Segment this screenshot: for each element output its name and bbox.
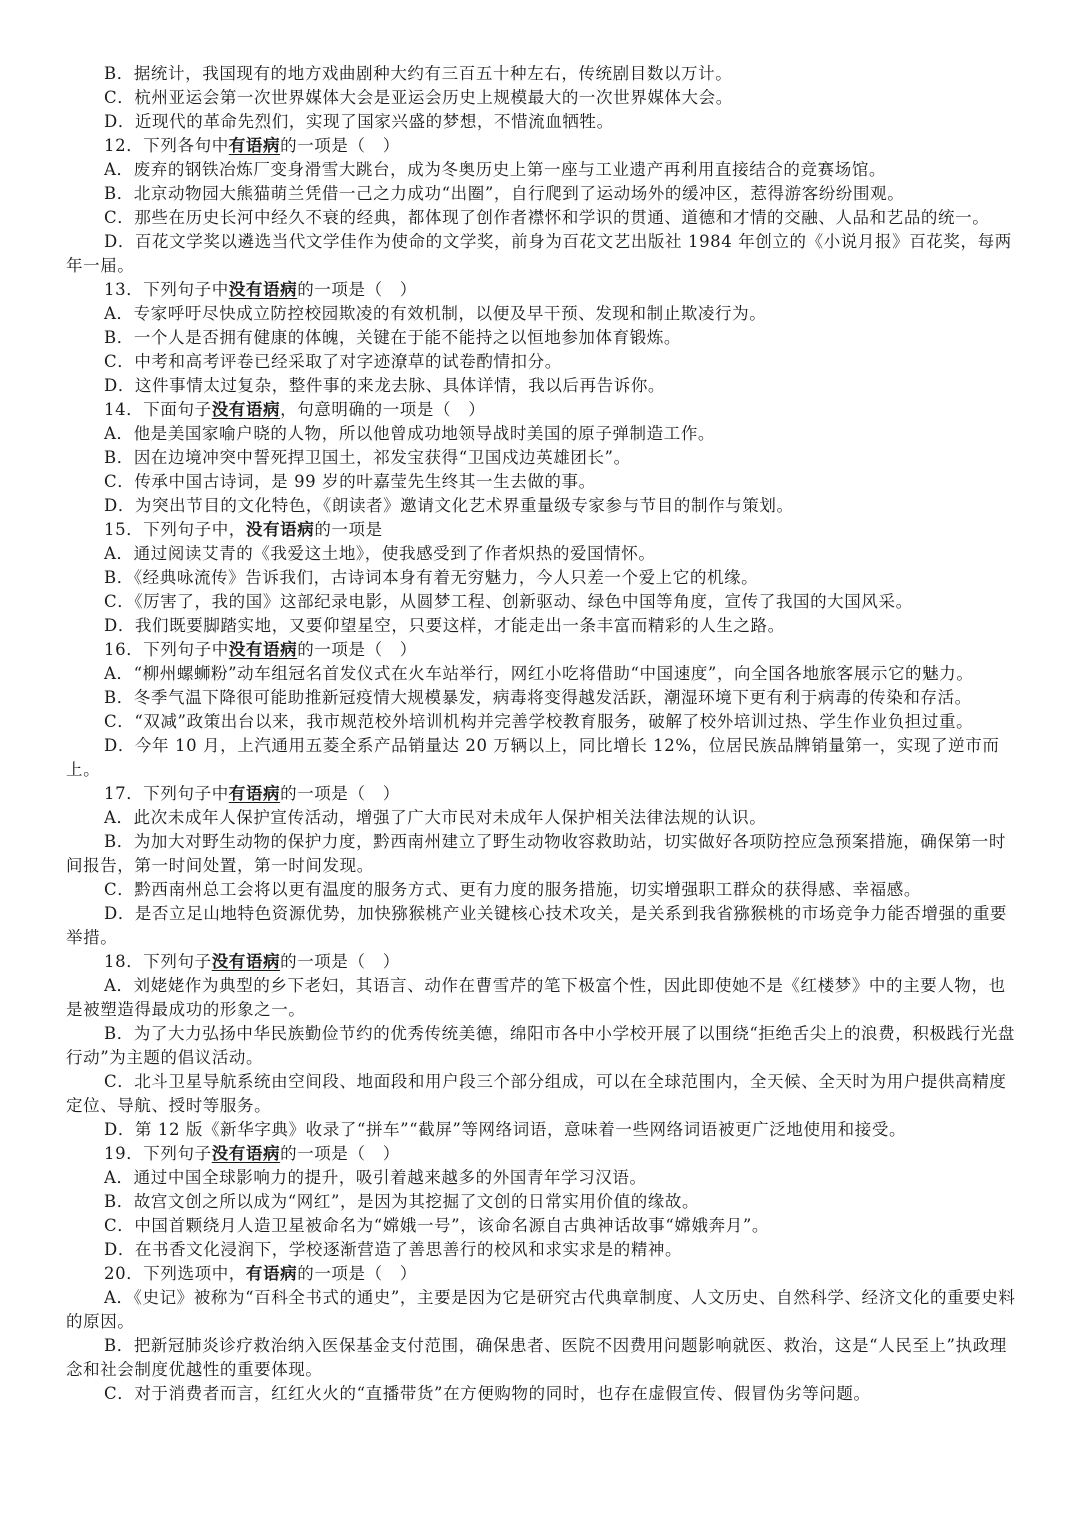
answer-option: A．刘姥姥作为典型的乡下老妇，其语言、动作在曹雪芹的笔下极富个性，因此即使她不是《红楼梦》中的主要人物，也是被塑造得最成功的形象之一。 bbox=[66, 976, 1006, 1019]
question-emphasis: 没有语病 bbox=[211, 952, 281, 971]
question-stem bbox=[66, 638, 1020, 662]
question-stem-prefix: 14．下面句子 bbox=[104, 400, 212, 419]
question-stem-suffix: 的一项是（ ） bbox=[280, 136, 400, 155]
answer-option: A．他是美国家喻户晓的人物，所以他曾成功地领导战时美国的原子弹制造工作。 bbox=[104, 424, 716, 443]
answer-option: A．《史记》被称为“百科全书式的通史”，主要是因为它是研究古代典章制度、人文历史、自然科学、经济文化的重要史料的原因。 bbox=[66, 1288, 1016, 1331]
question-stem-suffix: 的一项是（ ） bbox=[297, 280, 417, 299]
question-stem-prefix: 15．下列句子中， bbox=[104, 520, 246, 539]
answer-option: D．百花文学奖以遴选当代文学佳作为使命的文学奖，前身为百花文艺出版社 1984 年创立的《小说月报》百花奖，每两年一届。 bbox=[66, 232, 1012, 275]
question-stem-suffix: 的一项是（ ） bbox=[297, 640, 417, 659]
answer-option: A．通过阅读艾青的《我爱这土地》，使我感受到了作者炽热的爱国情怀。 bbox=[104, 544, 656, 563]
question-emphasis: 有语病 bbox=[228, 784, 281, 803]
answer-option: D．是否立足山地特色资源优势，加快猕猴桃产业关键核心技术攻关，是关系到我省猕猴桃的市场竞争力能否增强的重要举措。 bbox=[66, 904, 1008, 947]
question-stem-prefix: 16．下列句子中 bbox=[104, 640, 229, 659]
question-emphasis: 有语病 bbox=[245, 1264, 298, 1283]
question-emphasis: 没有语病 bbox=[228, 280, 298, 299]
question-stem-suffix: 的一项是（ ） bbox=[280, 784, 400, 803]
answer-option: B．因在边境冲突中誓死捍卫国土，祁发宝获得“卫国戍边英雄团长”。 bbox=[104, 448, 631, 467]
question-emphasis: 没有语病 bbox=[211, 400, 281, 419]
question-stem bbox=[66, 1142, 1020, 1166]
answer-option: B．为加大对野生动物的保护力度，黔西南州建立了野生动物收容救助站，切实做好各项防控应急预案措施，确保第一时间报告，第一时间处置，第一时间发现。 bbox=[66, 832, 1006, 875]
answer-option: D．我们既要脚踏实地，又要仰望星空，只要这样，才能走出一条丰富而精彩的人生之路。 bbox=[104, 616, 785, 635]
question-stem-prefix: 12．下列各句中 bbox=[104, 136, 229, 155]
question-stem-prefix: 13．下列句子中 bbox=[104, 280, 229, 299]
answer-option: B．冬季气温下降很可能助推新冠疫情大规模暴发，病毒将变得越发活跃，潮湿环境下更有利于病毒的传染和存活。 bbox=[104, 688, 972, 707]
answer-option: B．一个人是否拥有健康的体魄，关键在于能不能持之以恒地参加体育锻炼。 bbox=[104, 328, 682, 347]
answer-option: D．近现代的革命先烈们，实现了国家兴盛的梦想，不惜流血牺牲。 bbox=[104, 112, 614, 131]
question-stem bbox=[66, 782, 1020, 806]
answer-option: D．在书香文化浸润下，学校逐渐营造了善思善行的校风和求实求是的精神。 bbox=[104, 1240, 683, 1259]
question-stem-prefix: 18．下列句子 bbox=[104, 952, 212, 971]
question-stem-prefix: 20．下列选项中， bbox=[104, 1264, 246, 1283]
answer-option: C．对于消费者而言，红红火火的“直播带货”在方便购物的同时，也存在虚假宣传、假冒伪劣等问题。 bbox=[104, 1384, 871, 1403]
question-stem-suffix: 的一项是（ ） bbox=[280, 952, 400, 971]
answer-option: C．中考和高考评卷已经采取了对字迹潦草的试卷酌情扣分。 bbox=[104, 352, 562, 371]
answer-option: C．杭州亚运会第一次世界媒体大会是亚运会历史上规模最大的一次世界媒体大会。 bbox=[104, 88, 733, 107]
question-stem-prefix: 19．下列句子 bbox=[104, 1144, 212, 1163]
question-stem bbox=[66, 398, 1020, 422]
question-emphasis: 有语病 bbox=[228, 136, 281, 155]
answer-option: C．“双减”政策出台以来，我市规范校外培训机构并完善学校教育服务，破解了校外培训过热、学生作业负担过重。 bbox=[104, 712, 974, 731]
answer-option: A．通过中国全球影响力的提升，吸引着越来越多的外国青年学习汉语。 bbox=[104, 1168, 647, 1187]
answer-option: B．故宫文创之所以成为“网红”，是因为其挖掘了文创的日常实用价值的缘故。 bbox=[104, 1192, 700, 1211]
answer-option: B．据统计，我国现有的地方戏曲剧种大约有三百五十种左右，传统剧目数以万计。 bbox=[104, 64, 733, 83]
answer-option: A．废弃的钢铁冶炼厂变身滑雪大跳台，成为冬奥历史上第一座与工业遗产再利用直接结合的竞赛场馆。 bbox=[104, 160, 887, 179]
question-emphasis: 没有语病 bbox=[211, 1144, 281, 1163]
question-stem bbox=[66, 950, 1020, 974]
answer-option: B．北京动物园大熊猫萌兰凭借一己之力成功“出圈”，自行爬到了运动场外的缓冲区，惹得游客纷纷围观。 bbox=[104, 184, 905, 203]
question-emphasis: 没有语病 bbox=[228, 640, 298, 659]
question-list bbox=[66, 62, 1020, 1406]
answer-option: C．传承中国古诗词，是 99 岁的叶嘉莹先生终其一生去做的事。 bbox=[104, 472, 596, 491]
answer-option: B．为了大力弘扬中华民族勤俭节约的优秀传统美德，绵阳市各中小学校开展了以围绕“拒绝舌尖上的浪费，积极践行光盘行动”为主题的倡议活动。 bbox=[66, 1024, 1015, 1067]
question-stem-suffix: 的一项是（ ） bbox=[280, 1144, 400, 1163]
answer-option: B．把新冠肺炎诊疗救治纳入医保基金支付范围，确保患者、医院不因费用问题影响就医、救治，这是“人民至上”执政理念和社会制度优越性的重要体现。 bbox=[66, 1336, 1007, 1379]
question-stem bbox=[66, 1262, 1020, 1286]
question-stem-suffix: 的一项是 bbox=[314, 520, 383, 539]
answer-option: C．黔西南州总工会将以更有温度的服务方式、更有力度的服务措施，切实增强职工群众的获得感、幸福感。 bbox=[104, 880, 921, 899]
answer-option: C．《厉害了，我的国》这部纪录电影，从圆梦工程、创新驱动、绿色中国等角度，宣传了我国的大国风采。 bbox=[104, 592, 913, 611]
answer-option: A．此次未成年人保护宣传活动，增强了广大市民对未成年人保护相关法律法规的认识。 bbox=[104, 808, 767, 827]
answer-option: D．今年 10 月，上汽通用五菱全系产品销量达 20 万辆以上，同比增长 12%，位居民族品牌销量第一，实现了逆市而上。 bbox=[66, 736, 1000, 779]
question-stem-suffix: ，句意明确的一项是（ ） bbox=[280, 400, 486, 419]
question-stem-prefix: 17．下列句子中 bbox=[104, 784, 229, 803]
question-stem bbox=[66, 278, 1020, 302]
question-stem-suffix: 的一项是（ ） bbox=[297, 1264, 417, 1283]
question-stem bbox=[66, 518, 1020, 542]
answer-option: D．第 12 版《新华字典》收录了“拼车”“截屏”等网络词语，意味着一些网络词语被更广泛地使用和接受。 bbox=[104, 1120, 907, 1139]
question-emphasis: 没有语病 bbox=[245, 520, 315, 539]
question-stem bbox=[66, 134, 1020, 158]
answer-option: A．专家呼吁尽快成立防控校园欺凌的有效机制，以便及早干预、发现和制止欺凌行为。 bbox=[104, 304, 767, 323]
answer-option: B．《经典咏流传》告诉我们，古诗词本身有着无穷魅力，今人只差一个爱上它的机缘。 bbox=[104, 568, 759, 587]
answer-option: C．那些在历史长河中经久不衰的经典，都体现了创作者襟怀和学识的贯通、道德和才情的交融、人品和艺品的统一。 bbox=[104, 208, 990, 227]
answer-option: D．为突出节目的文化特色，《朗读者》邀请文化艺术界重量级专家参与节目的制作与策划。 bbox=[104, 496, 794, 515]
answer-option: D．这件事情太过复杂，整件事的来龙去脉、具体详情，我以后再告诉你。 bbox=[104, 376, 666, 395]
answer-option: C．中国首颗绕月人造卫星被命名为“嫦娥一号”，该命名源自古典神话故事“嫦娥奔月”。 bbox=[104, 1216, 769, 1235]
answer-option: C．北斗卫星导航系统由空间段、地面段和用户段三个部分组成，可以在全球范围内，全天候、全天时为用户提供高精度定位、导航、授时等服务。 bbox=[66, 1072, 1007, 1115]
answer-option: A．“柳州螺蛳粉”动车组冠名首发仪式在火车站举行，网红小吃将借助“中国速度”，向全国各地旅客展示它的魅力。 bbox=[104, 664, 974, 683]
